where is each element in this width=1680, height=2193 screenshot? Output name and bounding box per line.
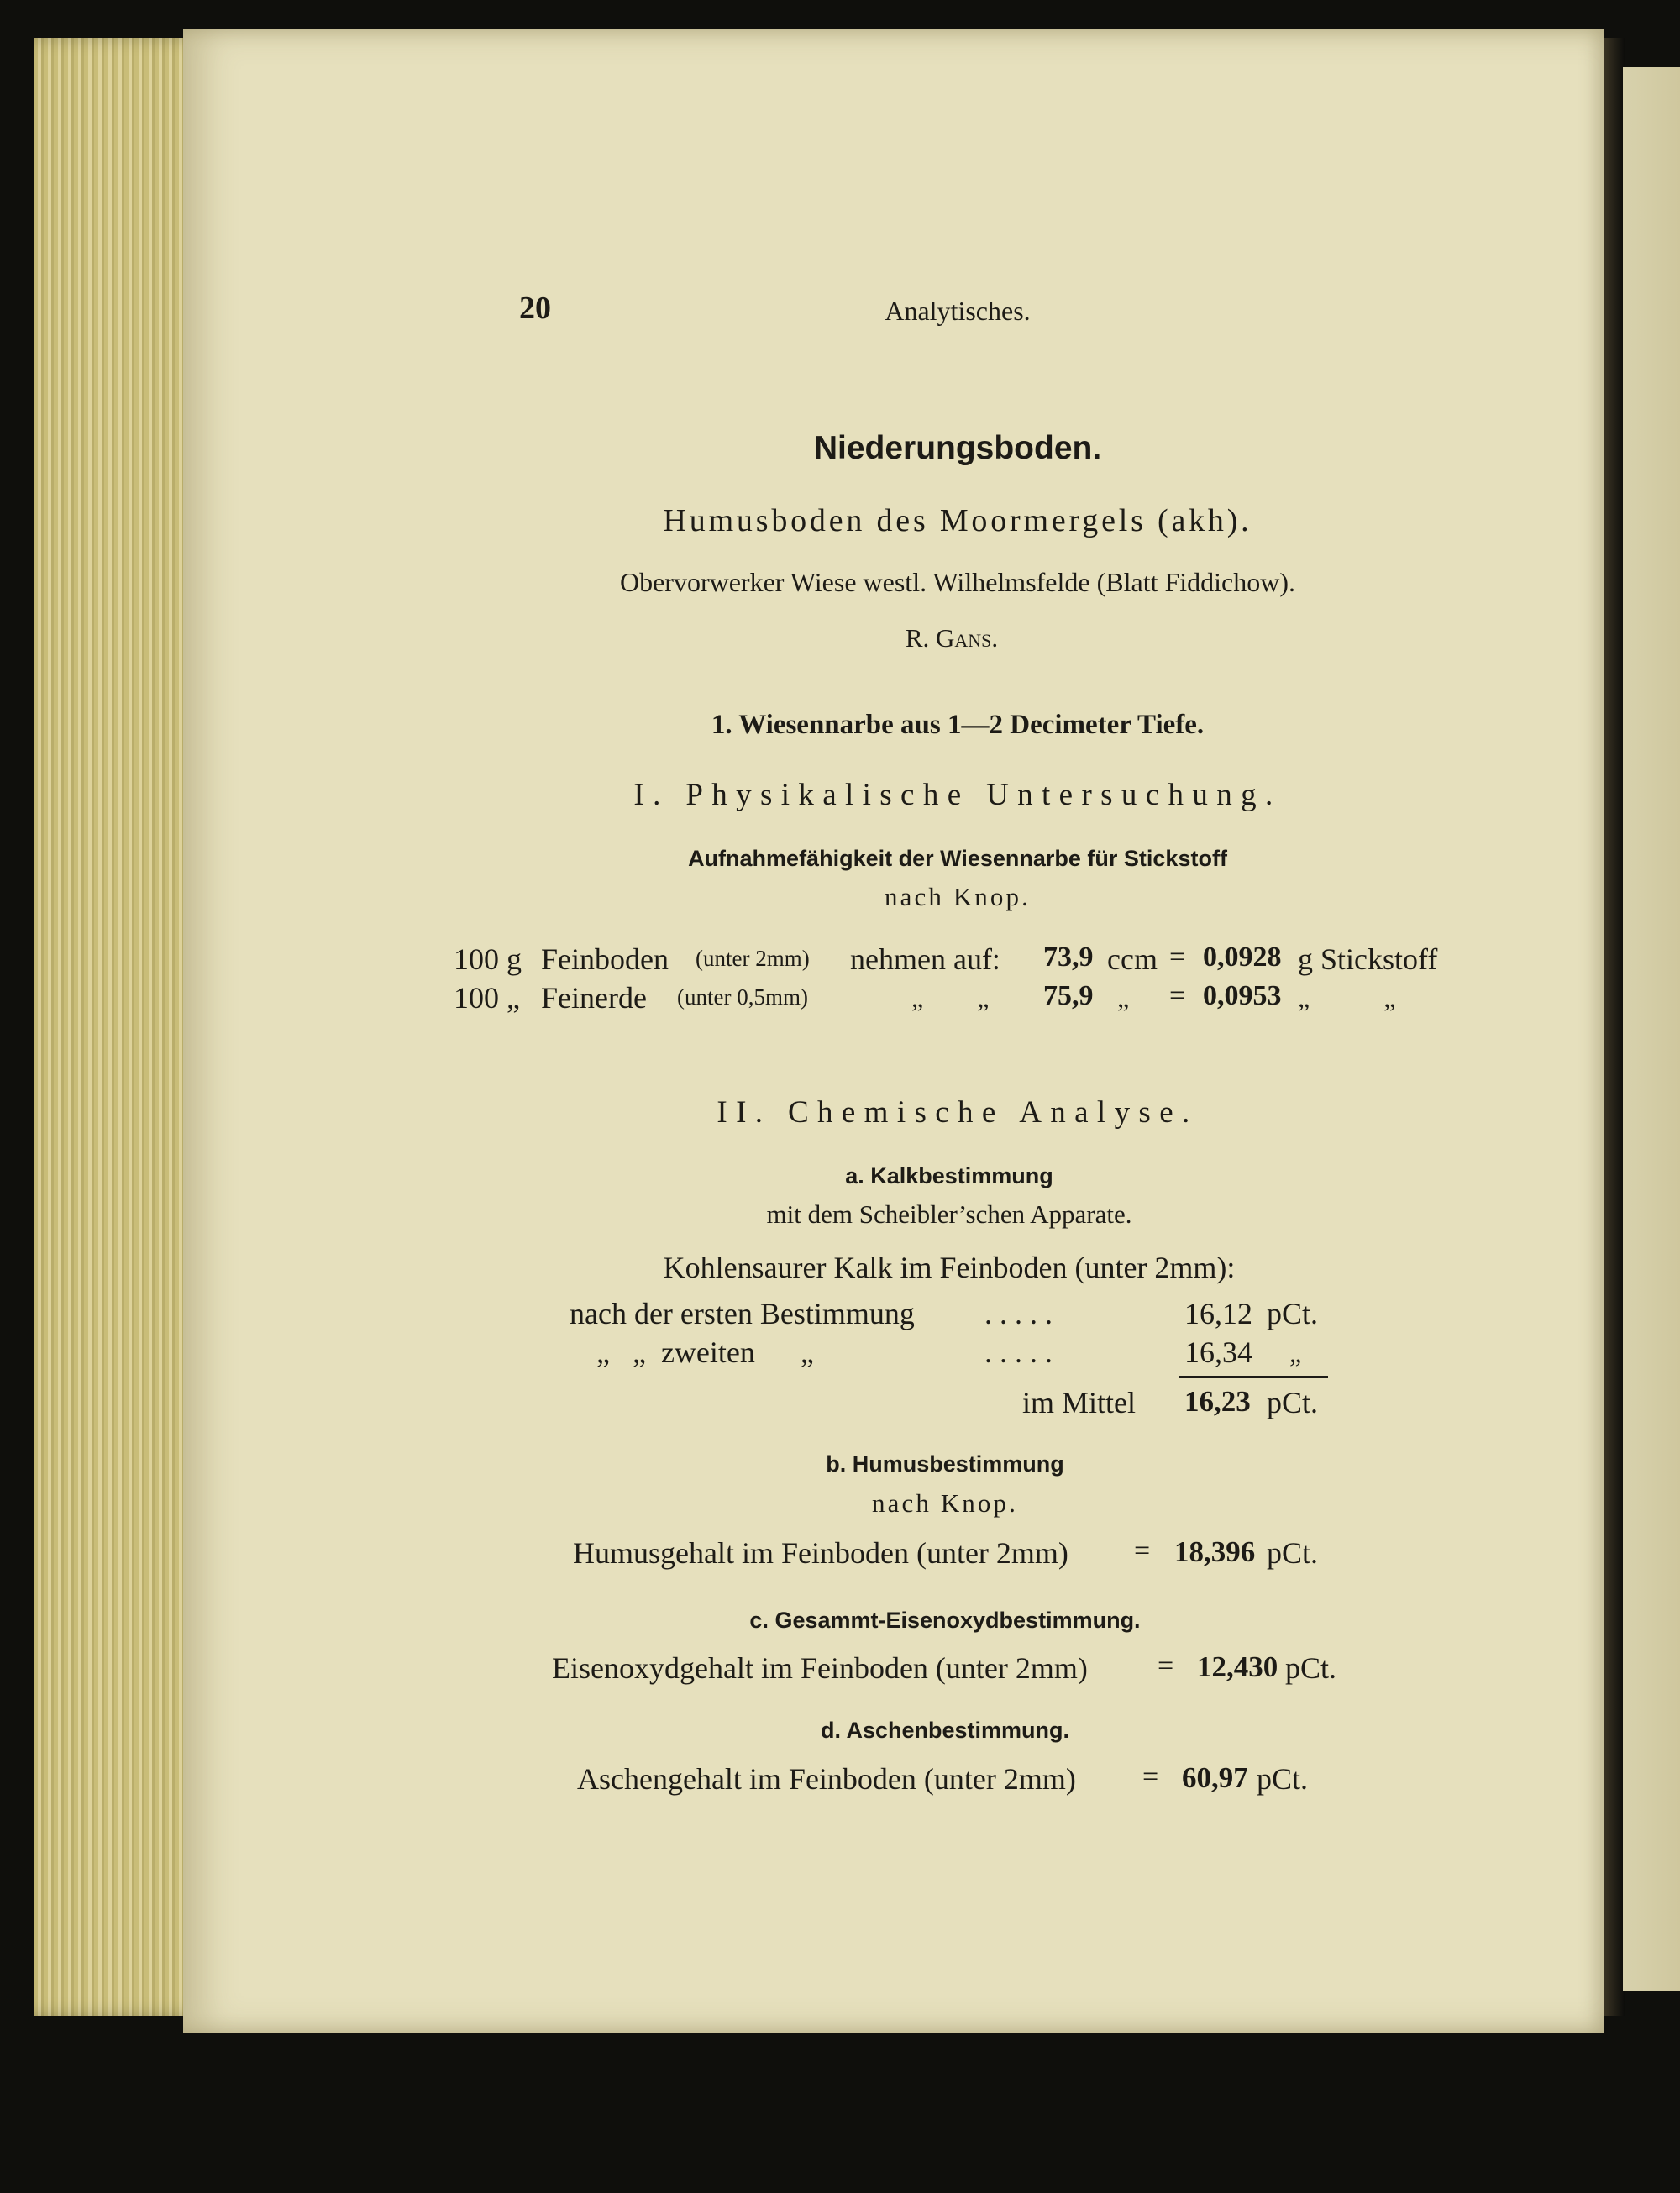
section-a-method: mit dem Scheibler’schen Apparate.	[766, 1199, 1132, 1229]
section-title: Niederungsboden.	[813, 430, 1102, 466]
ccm-value: 75,9	[1043, 980, 1094, 1011]
equals: =	[1134, 1535, 1151, 1566]
ditto-marks: „ „	[911, 983, 990, 1013]
second-measurement-value: 16,34	[1184, 1335, 1252, 1369]
section-d-title: d. Aschenbestimmung.	[820, 1718, 1070, 1743]
first-measurement-label: nach der ersten Bestimmung	[570, 1297, 915, 1330]
ditto-mark: „	[1289, 1338, 1302, 1368]
grams-value: 0,0928	[1203, 942, 1282, 973]
part1-heading: I. Physikalische Untersuchung.	[633, 778, 1282, 812]
amount: 100 „	[454, 981, 520, 1015]
ash-unit: pCt.	[1257, 1762, 1309, 1796]
running-title: Analytisches.	[885, 296, 1031, 326]
equals: =	[1169, 980, 1186, 1011]
location-line: Obervorwerker Wiese westl. Wilhelmsfelde (Blatt Fiddichow).	[619, 567, 1296, 597]
ash-line: Aschengehalt im Feinboden (unter 2mm)	[577, 1762, 1076, 1796]
leader-dots: . . . . .	[984, 1297, 1053, 1330]
iron-value: 12,430	[1197, 1650, 1278, 1683]
section-b-title: b. Humusbestimmung	[826, 1451, 1064, 1477]
first-measurement-value: 16,12	[1184, 1297, 1252, 1330]
grams-value: 0,0953	[1203, 980, 1282, 1011]
second-measurement-label: „ „ zweiten „	[596, 1335, 814, 1369]
section-c-title: c. Gesammt-Eisenoxydbestimmung.	[749, 1608, 1141, 1633]
facing-page	[1623, 67, 1680, 1991]
ccm-unit: ccm	[1107, 942, 1158, 976]
subtitle: Humusboden des Moormergels (akh).	[663, 503, 1252, 538]
equals: =	[1169, 942, 1186, 973]
section-a-title: a. Kalkbestimmung	[845, 1163, 1053, 1188]
amount: 100 g	[454, 942, 522, 976]
ditto-marks: „ „	[1298, 983, 1396, 1013]
ccm-value: 73,9	[1043, 942, 1094, 973]
mean-value: 16,23	[1184, 1385, 1251, 1418]
humus-unit: pCt.	[1267, 1536, 1319, 1570]
part1-method: nach Knop.	[885, 882, 1031, 911]
iron-line: Eisenoxydgehalt im Feinboden (unter 2mm)	[552, 1651, 1088, 1685]
grain-size: (unter 2mm)	[696, 946, 810, 971]
book-binding	[1604, 38, 1625, 2016]
material: Feinerde	[541, 981, 647, 1015]
author: R. Gans.	[905, 623, 999, 653]
mean-label: im Mittel	[1022, 1386, 1136, 1419]
equals: =	[1158, 1650, 1174, 1681]
verb: nehmen auf:	[850, 942, 1000, 976]
ash-value: 60,97	[1182, 1761, 1248, 1794]
section-a-intro: Kohlensaurer Kalk im Feinboden (unter 2mm):	[663, 1251, 1236, 1284]
grams-unit: g Stickstoff	[1298, 942, 1438, 976]
page-number: 20	[519, 291, 551, 326]
part2-heading: II. Chemische Analyse.	[717, 1095, 1199, 1130]
mean-unit: pCt.	[1267, 1386, 1319, 1419]
iron-unit: pCt.	[1285, 1651, 1337, 1685]
ditto-mark: „	[1117, 983, 1130, 1013]
leader-dots: . . . . .	[984, 1335, 1053, 1369]
humus-value: 18,396	[1174, 1535, 1256, 1568]
sum-rule	[1179, 1376, 1328, 1378]
material: Feinboden	[541, 942, 669, 976]
grain-size: (unter 0,5mm)	[677, 984, 808, 1010]
equals: =	[1142, 1761, 1159, 1792]
part1-subheading: Aufnahmefähigkeit der Wiesennarbe für Stickstoff	[688, 846, 1227, 871]
section-b-method: nach Knop.	[872, 1488, 1018, 1518]
humus-line: Humusgehalt im Feinboden (unter 2mm)	[573, 1536, 1068, 1570]
first-measurement-unit: pCt.	[1267, 1297, 1319, 1330]
sample-heading: 1. Wiesennarbe aus 1—2 Decimeter Tiefe.	[711, 710, 1205, 740]
